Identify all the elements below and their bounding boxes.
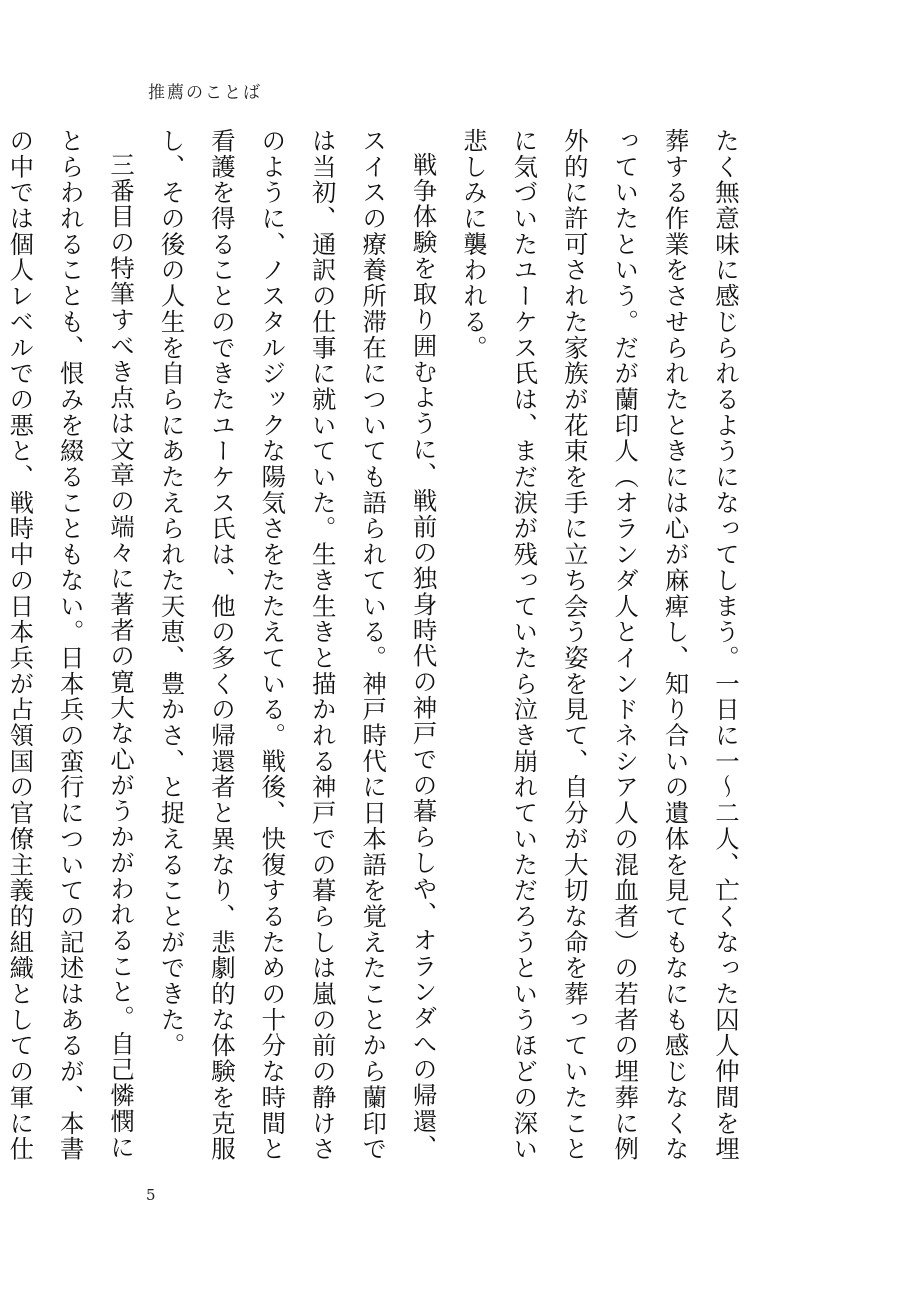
paragraph-prewar-life: 戦争体験を取り囲むように、戦前の独身時代の神戸での暮らしや、オランダへの帰還、スイスの療養所滞在についても語られている。神戸時代に日本語を覚えたことから蘭印では当初、通訳の仕事に就いていた。生き生きと描かれる神戸での暮らしは嵐の前の静けさのように、ノスタルジックな陽気さをたたえている。戦後、快復するための十分な時間と看護を得ることのできたユーケス氏は、他の多くの帰還者と異なり、悲劇的な体験を克服し、その後の人生を自らにあたえられた天恵、豊かさ、と捉えることができた。 [156,128,438,1162]
page-number: 5 [146,1186,156,1204]
body-text [5,128,750,1168]
running-head: 推薦のことば [148,83,262,103]
paragraph-generosity: 三番目の特筆すべき点は文章の端々に著者の寛大な心がうかがわれること。自己憐憫にとらわれることも、恨みを綴ることもない。日本兵の蛮行についての記述はあるが、本書の中では個人レベルでの悪と、戦時中の日本兵が占領国の官僚主義的組織としての軍に仕 [5,128,136,1162]
paragraph-continuation: たく無意味に感じられるようになってしまう。一日に一～二人、亡くなった囚人仲間を埋葬する作業をさせられたときには心が麻痺し、知り合いの遺体を見てもなにも感じなくなっていたという。だが蘭印人（オランダ人とインドネシア人の混血者）の若者の埋葬に例外的に許可された家族が花束を手に立ち会う姿を見て、自分が大切な命を葬っていたことに気づいたユーケス氏は、まだ涙が残っていたら泣き崩れていただろうというほどの深い悲しみに襲われる。 [458,128,740,1162]
